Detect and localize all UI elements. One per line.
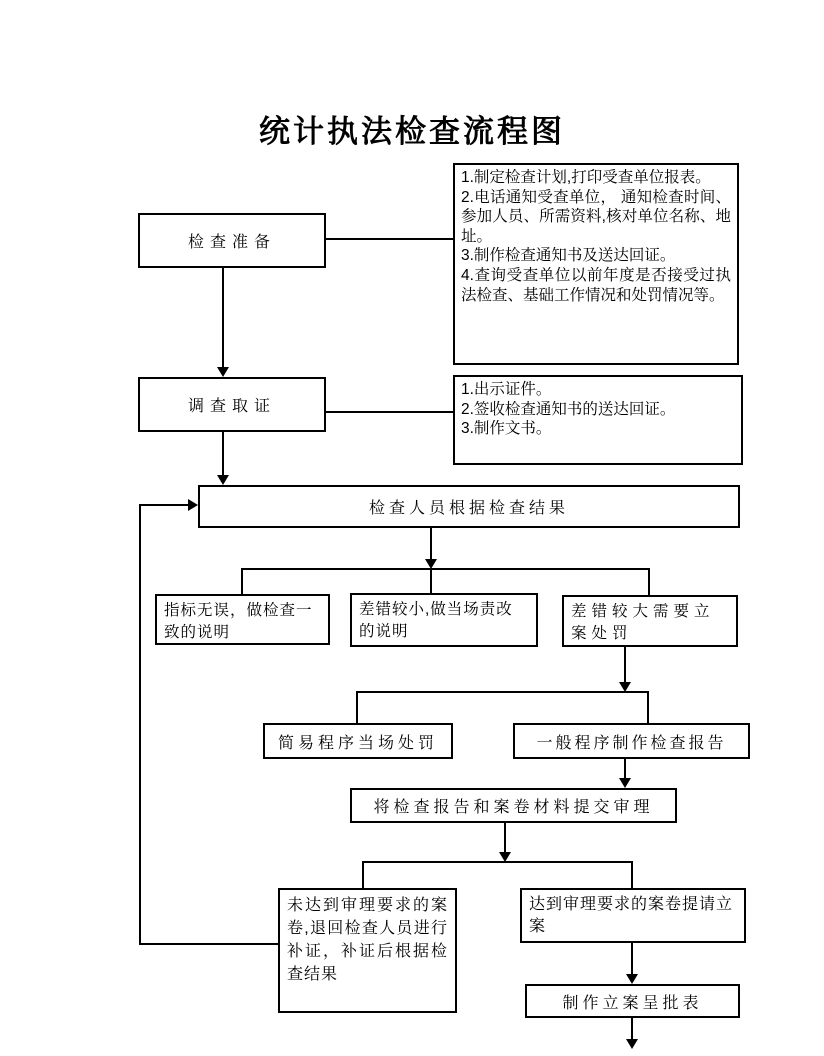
box-inspection-result-label: 检查人员根据检查结果 xyxy=(368,500,569,517)
connector-line xyxy=(242,568,650,570)
box-major-error-label: 差错较大需要立案处罚 xyxy=(571,603,715,642)
arrowhead-right xyxy=(188,499,198,511)
connector-line xyxy=(241,568,243,594)
connector-line xyxy=(140,943,278,945)
connector-line xyxy=(362,861,364,888)
box-general-procedure-label: 一般程序制作检查报告 xyxy=(536,734,727,752)
flowchart-title: 统计执法检查流程图 xyxy=(259,114,565,149)
connector-line xyxy=(624,647,626,683)
box-investigation-details xyxy=(453,375,743,465)
box-approval-form-label: 制作立案呈批表 xyxy=(562,994,703,1012)
connector-line xyxy=(648,568,650,595)
box-minor-error-label: 差错较小,做当场责改的说明 xyxy=(359,601,513,640)
box-submit-review xyxy=(350,788,677,823)
connector-line xyxy=(357,691,649,693)
investigation-detail-item: 2.签收检查通知书的送达回证。 xyxy=(461,400,676,418)
connector-line xyxy=(140,504,188,506)
box-not-meet-requirements-label: 未达到审理要求的案卷,退回检查人员进行补证，补证后根据检查结果 xyxy=(287,897,448,983)
arrowhead-down xyxy=(626,974,638,984)
box-inspection-result xyxy=(198,485,740,528)
arrowhead-down xyxy=(626,1039,638,1049)
box-approval-form xyxy=(525,984,740,1018)
connector-line xyxy=(430,528,432,559)
connector-line xyxy=(631,943,633,975)
connector-line xyxy=(222,432,224,475)
prep-detail-item: 1.制定检查计划,打印受查单位报表。 xyxy=(461,169,711,186)
box-prep-details xyxy=(453,163,739,365)
connector-line xyxy=(624,757,626,779)
box-simple-procedure xyxy=(263,723,453,759)
investigation-detail-item: 3.制作文书。 xyxy=(461,420,552,438)
box-general-procedure xyxy=(513,723,750,759)
box-inspection-prep xyxy=(138,213,326,268)
connector-line xyxy=(363,861,633,863)
connector-line xyxy=(139,504,141,945)
box-meet-requirements xyxy=(520,888,746,943)
box-investigation-label: 调查取证 xyxy=(187,398,276,415)
box-submit-review-label: 将检查报告和案卷材料提交审理 xyxy=(373,799,654,816)
arrowhead-down xyxy=(217,475,229,485)
prep-detail-item: 2.电话通知受查单位， 通知检查时间、参加人员、所需资料,核对单位名称、地址。 xyxy=(461,188,731,245)
box-minor-error xyxy=(350,593,538,647)
arrowhead-down xyxy=(217,367,229,377)
connector-line xyxy=(631,1018,633,1039)
arrowhead-down xyxy=(619,778,631,788)
box-major-error xyxy=(562,595,738,647)
investigation-detail-item: 1.出示证件。 xyxy=(461,381,552,398)
connector-line xyxy=(631,861,633,888)
connector-line xyxy=(647,691,649,723)
box-inspection-prep-label: 检查准备 xyxy=(187,234,276,251)
connector-line xyxy=(326,238,453,240)
prep-detail-item: 3.制作检查通知书及送达回证。 xyxy=(461,247,676,265)
box-simple-procedure-label: 简易程序当场处罚 xyxy=(277,734,438,752)
box-not-meet-requirements xyxy=(278,888,457,1013)
connector-line xyxy=(222,268,224,367)
box-no-error-label: 指标无误，做检查一致的说明 xyxy=(164,602,313,641)
box-investigation xyxy=(138,377,326,432)
prep-detail-item: 4.查询受查单位以前年度是否接受过执法检查、基础工作情况和处罚情况等。 xyxy=(461,266,731,304)
box-no-error xyxy=(155,594,330,645)
connector-line xyxy=(356,691,358,723)
connector-line xyxy=(504,823,506,853)
connector-line xyxy=(326,411,453,413)
connector-line xyxy=(430,569,432,593)
box-meet-requirements-label: 达到审理要求的案卷提请立案 xyxy=(529,896,734,935)
